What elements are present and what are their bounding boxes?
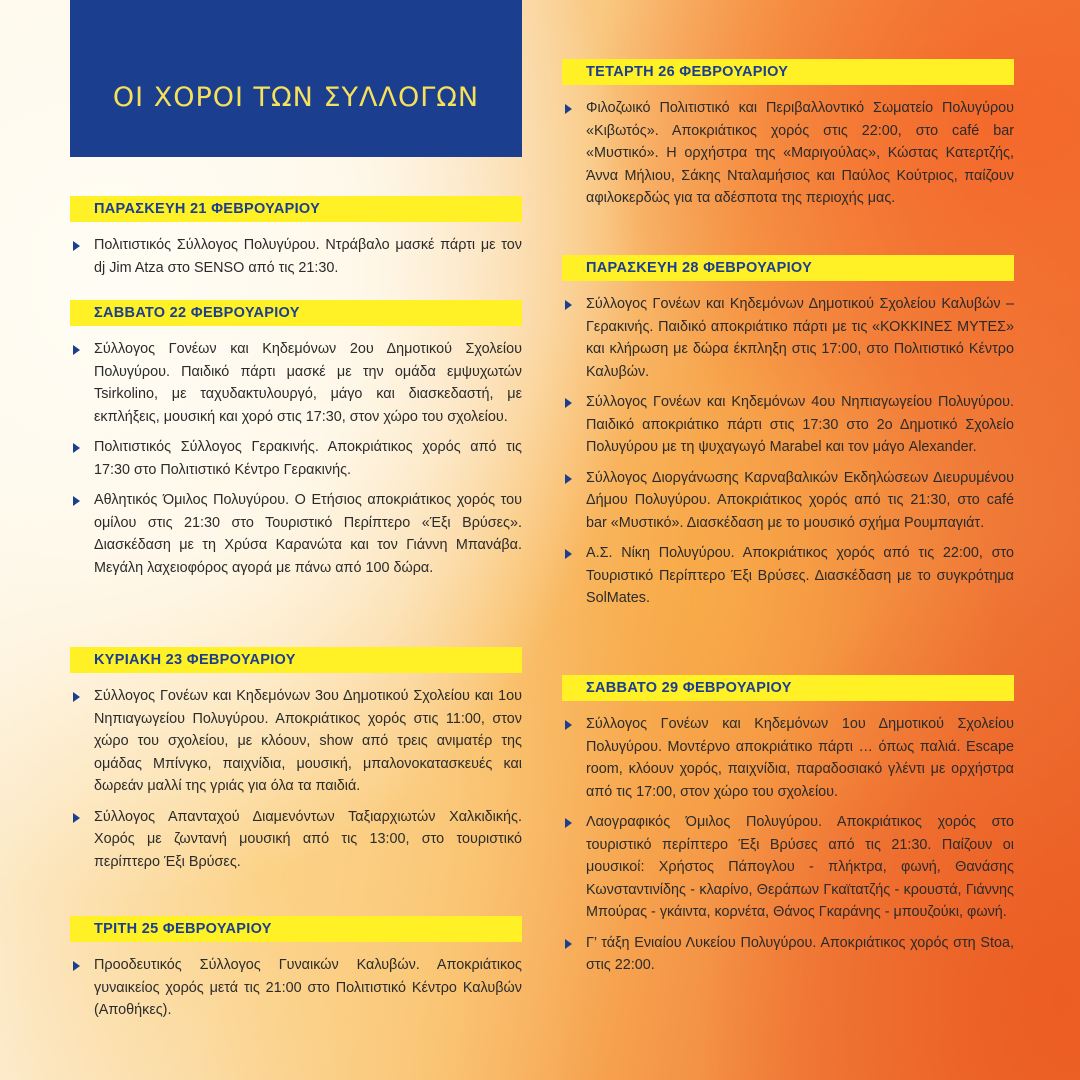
day-header: ΣΑΒΒΑΤΟ 22 ΦΕΒΡΟΥΑΡΙΟΥ [70,300,522,326]
event-text: Αθλητικός Όμιλος Πολυγύρου. Ο Ετήσιος αποκριάτικος χορός του ομίλου στις 21:30 στο Τουριστικό Περίπτερο «Έξι Βρύσες». Διασκέδαση με τη Χρύσα Καρανώτα και τον Γιάννη Μπανάβα. Μεγάλη λαχειοφόρος αγορά με πάνω από 100 δώρα. [94,492,522,576]
page-title: ΟΙ ΧΟΡΟΙ ΤΩΝ ΣΥΛΛΟΓΩΝ [112,82,480,113]
day-header: ΣΑΒΒΑΤΟ 29 ΦΕΒΡΟΥΑΡΙΟΥ [562,675,1014,701]
event-list [562,713,1014,977]
event-item [70,436,522,481]
triangle-bullet-icon [73,813,80,823]
triangle-bullet-icon [565,818,572,828]
event-item [562,932,1014,977]
event-text: Σύλλογος Γονέων και Κηδεμόνων 3ου Δημοτικού Σχολείου και 1ου Νηπιαγωγείου Πολυγύρου. Αποκριάτικος χορός στις 11:00, στον χώρο του σχολείου, με κλόουν, show από τρεις ανιματέρ της ομάδας Μπίνγκο, παιχνίδια, μουσική, μπαλονοκατασκευές και δωρεάν μαλλί της γριάς για όλα τα παιδιά. [94,688,522,794]
event-list [70,685,522,873]
triangle-bullet-icon [73,692,80,702]
day-section [70,916,522,1030]
event-item [562,542,1014,610]
event-text: Σύλλογος Γονέων και Κηδεμόνων 1ου Δημοτικού Σχολείου Πολυγύρου. Μοντέρνο αποκριάτικο πάρτι … όπως παλιά. Escape room, κλόουν χορός, παιχνίδια, παραδοσιακό γλέντι με ορχήστρα από τις 17:00, στον χώρο του σχολείου. [586,716,1014,800]
triangle-bullet-icon [565,939,572,949]
event-text: Σύλλογος Διοργάνωσης Καρναβαλικών Εκδηλώσεων Διευρυμένου Δήμου Πολυγύρου. Αποκριάτικος χορός από τις 21:30, στο café bar «Μυστικό». Διασκέδαση με το μουσικό σχήμα Ρουμπαγιάτ. [586,469,1014,531]
day-section [562,675,1014,985]
triangle-bullet-icon [73,496,80,506]
event-item [70,234,522,279]
triangle-bullet-icon [565,300,572,310]
triangle-bullet-icon [565,549,572,559]
event-text: Προοδευτικός Σύλλογος Γυναικών Καλυβών. Αποκριάτικος γυναικείος χορός μετά τις 21:00 στο Πολιτιστικό Κέντρο Καλυβών (Αποθήκες). [94,957,522,1018]
event-text: Γ’ τάξη Ενιαίου Λυκείου Πολυγύρου. Αποκριάτικος χορός στη Stoa, στις 22:00. [586,934,1014,973]
triangle-bullet-icon [73,961,80,971]
event-item [562,97,1014,210]
day-section [70,300,522,587]
event-list [70,338,522,579]
event-item [70,685,522,798]
day-header: ΠΑΡΑΣΚΕΥΗ 28 ΦΕΒΡΟΥΑΡΙΟΥ [562,255,1014,281]
event-text: Λαογραφικός Όμιλος Πολυγύρου. Αποκριάτικος χορός στο τουριστικό περίπτερο Έξι Βρύσες από τις 21:30. Παίζουν οι μουσικοί: Χρήστος Πάπογλου - πλήκτρα, φωνή, Θανάσης Κωνσταντινίδης - κλαρίνο, Θεράπων Γκαϊτατζής - κρουστά, Γιάννης Μπούρας - γκάιντα, κορνέτα, Θάνος Γκαράνης - μπουζούκι, φωνή. [586,814,1014,920]
day-section [562,59,1014,218]
event-list [562,293,1014,610]
triangle-bullet-icon [565,720,572,730]
event-text: Σύλλογος Γονέων και Κηδεμόνων 4ου Νηπιαγωγείου Πολυγύρου. Παιδικό αποκριάτικο πάρτι στις 17:30 στο 2ο Δημοτικό Σχολείο Πολυγύρου με τη ψυχαγωγό Marabel και τον μάγο Alexander. [586,394,1014,455]
day-section [70,647,522,881]
day-header: ΠΑΡΑΣΚΕΥΗ 21 ΦΕΒΡΟΥΑΡΙΟΥ [70,196,522,222]
event-text: Πολιτιστικός Σύλλογος Πολυγύρου. Ντράβαλο μασκέ πάρτι με τον dj Jim Atza στο SENSO από τις 21:30. [94,237,522,276]
triangle-bullet-icon [73,345,80,355]
day-section [70,196,522,287]
event-item [562,391,1014,459]
event-list [70,234,522,279]
day-header: ΚΥΡΙΑΚΗ 23 ΦΕΒΡΟΥΑΡΙΟΥ [70,647,522,673]
event-list [70,954,522,1022]
event-text: Α.Σ. Νίκη Πολυγύρου. Αποκριάτικος χορός από τις 22:00, στο Τουριστικό Περίπτερο Έξι Βρύσες. Διασκέδαση με το συγκρότημα SolMates. [586,545,1014,606]
event-item [562,713,1014,803]
event-text: Σύλλογος Γονέων και Κηδεμόνων Δημοτικού Σχολείου Καλυβών – Γερακινής. Παιδικό αποκριάτικο πάρτι με τις «ΚΟΚΚΙΝΕΣ ΜΥΤΕΣ» και κλήρωση με δώρα έκπληξη στις 17:00, στο Πολιτιστικό Κέντρο Καλυβών. [586,296,1014,380]
event-item [70,954,522,1022]
event-text: Σύλλογος Γονέων και Κηδεμόνων 2ου Δημοτικού Σχολείου Πολυγύρου. Παιδικό πάρτι μασκέ με την ομάδα εμψυχωτών Tsirkolino, με ταχυδακτυλουργό, μάγο και διασκεδαστή, με εκπλήξεις, μουσική και χορό στις 17:30, στον χώρο του σχολείου. [94,341,522,425]
triangle-bullet-icon [73,443,80,453]
event-text: Πολιτιστικός Σύλλογος Γερακινής. Αποκριάτικος χορός από τις 17:30 στο Πολιτιστικό Κέντρο Γερακινής. [94,439,522,478]
day-header: ΤΡΙΤΗ 25 ΦΕΒΡΟΥΑΡΙΟΥ [70,916,522,942]
triangle-bullet-icon [565,104,572,114]
event-item [562,811,1014,924]
event-item [562,293,1014,383]
event-list [562,97,1014,210]
event-item [70,338,522,428]
day-header: ΤΕΤΑΡΤΗ 26 ΦΕΒΡΟΥΑΡΙΟΥ [562,59,1014,85]
title-banner [70,0,522,157]
triangle-bullet-icon [73,241,80,251]
event-text: Σύλλογος Απανταχού Διαμενόντων Ταξιαρχιωτών Χαλκιδικής. Χορός με ζωντανή μουσική από τις 13:00, στο τουριστικό περίπτερο Έξι Βρύσες. [94,808,522,870]
triangle-bullet-icon [565,398,572,408]
event-text: Φιλοζωικό Πολιτιστικό και Περιβαλλοντικό Σωματείο Πολυγύρου «Κιβωτός». Αποκριάτικος χορός στις 22:00, στο café bar «Μυστικό». Η ορχήστρα της «Μαριγούλας», Κώστας Κατερτζής, Άννα Μήλιου, Σάκης Νταλαμήσιος και Παύλος Κούτριος, παίζουν αφιλοκερδώς για τα αδέσποτα της περιοχής μας. [586,100,1014,206]
triangle-bullet-icon [565,474,572,484]
event-item [70,806,522,874]
event-item [70,489,522,579]
event-item [562,467,1014,535]
day-section [562,255,1014,618]
